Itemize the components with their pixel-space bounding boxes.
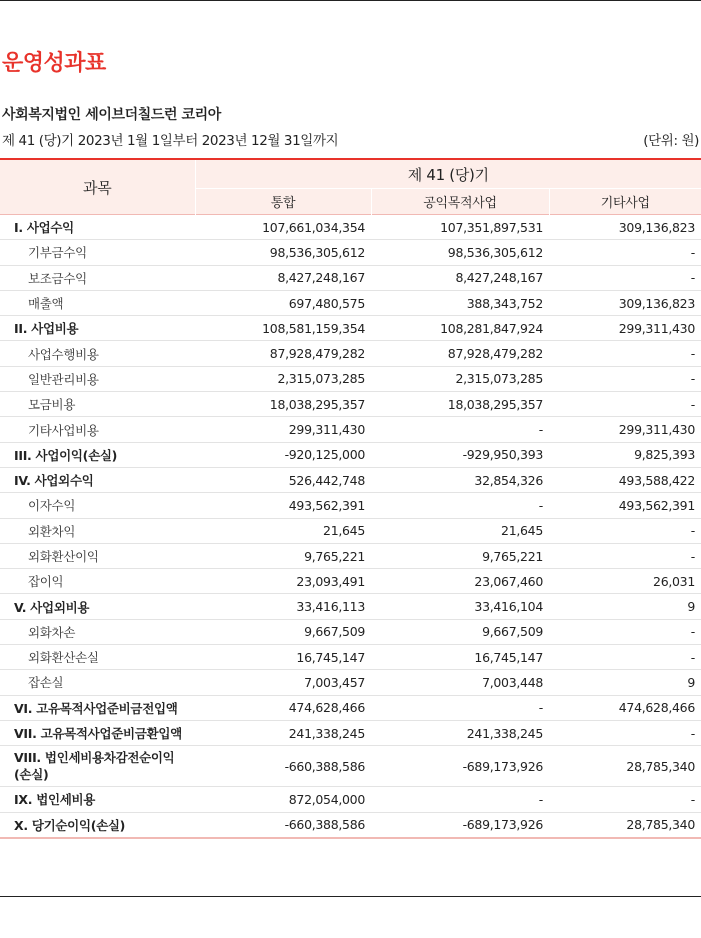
public-purpose-value: -929,950,393: [371, 442, 549, 467]
row-label: 기부금수익: [0, 240, 195, 265]
public-purpose-value: 2,315,073,285: [371, 366, 549, 391]
public-purpose-value: 23,067,460: [371, 569, 549, 594]
total-value: 697,480,575: [195, 290, 371, 315]
public-purpose-value: 98,536,305,612: [371, 240, 549, 265]
table-row: [0, 569, 701, 594]
total-value: 87,928,479,282: [195, 341, 371, 366]
row-label: 잡이익: [0, 569, 195, 594]
other-business-value: 474,628,466: [549, 695, 701, 720]
table-row: [0, 670, 701, 695]
table-row: [0, 695, 701, 720]
table-row: [0, 316, 701, 341]
row-label: I. 사업수익: [0, 215, 195, 240]
column-header-public-purpose: 공익목적사업: [371, 189, 549, 215]
total-value: 241,338,245: [195, 720, 371, 745]
row-label: V. 사업외비용: [0, 594, 195, 619]
other-business-value: -: [549, 265, 701, 290]
total-value: 108,581,159,354: [195, 316, 371, 341]
total-value: 474,628,466: [195, 695, 371, 720]
total-value: 23,093,491: [195, 569, 371, 594]
total-value: 872,054,000: [195, 787, 371, 812]
table-row: [0, 594, 701, 619]
row-label: 매출액: [0, 290, 195, 315]
total-value: -920,125,000: [195, 442, 371, 467]
row-label: 외환차익: [0, 518, 195, 543]
fiscal-period: 제 41 (당)기 2023년 1월 1일부터 2023년 12월 31일까지: [2, 133, 339, 149]
public-purpose-value: 7,003,448: [371, 670, 549, 695]
row-label: 외화차손: [0, 619, 195, 644]
row-label: VI. 고유목적사업준비금전입액: [0, 695, 195, 720]
row-label: 외화환산이익: [0, 543, 195, 568]
table-row: [0, 787, 701, 812]
other-business-value: 28,785,340: [549, 812, 701, 838]
public-purpose-value: -: [371, 493, 549, 518]
total-value: 21,645: [195, 518, 371, 543]
total-value: -660,388,586: [195, 746, 371, 787]
public-purpose-value: 108,281,847,924: [371, 316, 549, 341]
total-value: 9,667,509: [195, 619, 371, 644]
table-row: [0, 265, 701, 290]
total-value: 8,427,248,167: [195, 265, 371, 290]
row-label: 잡손실: [0, 670, 195, 695]
public-purpose-value: -689,173,926: [371, 812, 549, 838]
total-value: -660,388,586: [195, 812, 371, 838]
table-row: [0, 619, 701, 644]
other-business-value: -: [549, 645, 701, 670]
public-purpose-value: 9,765,221: [371, 543, 549, 568]
total-value: 16,745,147: [195, 645, 371, 670]
subject-header: 과목: [0, 159, 195, 215]
bottom-divider: [0, 896, 701, 897]
row-label: 외화환산손실: [0, 645, 195, 670]
other-business-value: -: [549, 392, 701, 417]
table-row: [0, 812, 701, 838]
public-purpose-value: 8,427,248,167: [371, 265, 549, 290]
other-business-value: -: [549, 720, 701, 745]
public-purpose-value: 21,645: [371, 518, 549, 543]
total-value: 526,442,748: [195, 467, 371, 492]
other-business-value: -: [549, 518, 701, 543]
operating-results-table: [0, 158, 701, 839]
public-purpose-value: 388,343,752: [371, 290, 549, 315]
other-business-value: 28,785,340: [549, 746, 701, 787]
row-label: III. 사업이익(손실): [0, 442, 195, 467]
top-divider: [0, 0, 701, 1]
total-value: 2,315,073,285: [195, 366, 371, 391]
other-business-value: -: [549, 543, 701, 568]
row-label: IV. 사업외수익: [0, 467, 195, 492]
period-group-header: 제 41 (당)기: [195, 159, 701, 189]
table-row: [0, 645, 701, 670]
table-row: [0, 746, 701, 787]
other-business-value: 309,136,823: [549, 290, 701, 315]
row-label: II. 사업비용: [0, 316, 195, 341]
table-row: [0, 392, 701, 417]
public-purpose-value: 33,416,104: [371, 594, 549, 619]
total-value: 98,536,305,612: [195, 240, 371, 265]
other-business-value: 309,136,823: [549, 215, 701, 240]
table-row: [0, 467, 701, 492]
other-business-value: 26,031: [549, 569, 701, 594]
total-value: 33,416,113: [195, 594, 371, 619]
public-purpose-value: 32,854,326: [371, 467, 549, 492]
total-value: 7,003,457: [195, 670, 371, 695]
table-row: [0, 417, 701, 442]
table-row: [0, 366, 701, 391]
table-row: [0, 493, 701, 518]
row-label: IX. 법인세비용: [0, 787, 195, 812]
public-purpose-value: -689,173,926: [371, 746, 549, 787]
row-label: 기타사업비용: [0, 417, 195, 442]
column-header-total: 통합: [195, 189, 371, 215]
public-purpose-value: 241,338,245: [371, 720, 549, 745]
currency-unit: (단위: 원): [643, 133, 699, 149]
table-row: [0, 240, 701, 265]
total-value: 18,038,295,357: [195, 392, 371, 417]
table-row: [0, 290, 701, 315]
table-row: [0, 215, 701, 240]
total-value: 9,765,221: [195, 543, 371, 568]
row-label: VIII. 법인세비용차감전순이익(손실): [0, 746, 195, 787]
public-purpose-value: 18,038,295,357: [371, 392, 549, 417]
other-business-value: 299,311,430: [549, 417, 701, 442]
column-header-other-business: 기타사업: [549, 189, 701, 215]
row-label: VII. 고유목적사업준비금환입액: [0, 720, 195, 745]
public-purpose-value: 16,745,147: [371, 645, 549, 670]
row-label: 모금비용: [0, 392, 195, 417]
page-title: 운영성과표: [2, 51, 106, 76]
table-row: [0, 341, 701, 366]
row-label: 이자수익: [0, 493, 195, 518]
other-business-value: -: [549, 619, 701, 644]
other-business-value: 493,588,422: [549, 467, 701, 492]
public-purpose-value: -: [371, 417, 549, 442]
other-business-value: -: [549, 366, 701, 391]
other-business-value: 299,311,430: [549, 316, 701, 341]
organization-name: 사회복지법인 세이브더칠드런 코리아: [2, 107, 221, 123]
public-purpose-value: 87,928,479,282: [371, 341, 549, 366]
other-business-value: -: [549, 240, 701, 265]
public-purpose-value: -: [371, 695, 549, 720]
other-business-value: 9,825,393: [549, 442, 701, 467]
table-row: [0, 442, 701, 467]
table-row: [0, 543, 701, 568]
row-label: 보조금수익: [0, 265, 195, 290]
total-value: 299,311,430: [195, 417, 371, 442]
row-label: X. 당기순이익(손실): [0, 812, 195, 838]
other-business-value: 9: [549, 670, 701, 695]
row-label: 일반관리비용: [0, 366, 195, 391]
other-business-value: -: [549, 787, 701, 812]
public-purpose-value: 107,351,897,531: [371, 215, 549, 240]
other-business-value: -: [549, 341, 701, 366]
table-row: [0, 720, 701, 745]
public-purpose-value: -: [371, 787, 549, 812]
public-purpose-value: 9,667,509: [371, 619, 549, 644]
table-row: [0, 518, 701, 543]
other-business-value: 9: [549, 594, 701, 619]
row-label: 사업수행비용: [0, 341, 195, 366]
other-business-value: 493,562,391: [549, 493, 701, 518]
total-value: 493,562,391: [195, 493, 371, 518]
total-value: 107,661,034,354: [195, 215, 371, 240]
